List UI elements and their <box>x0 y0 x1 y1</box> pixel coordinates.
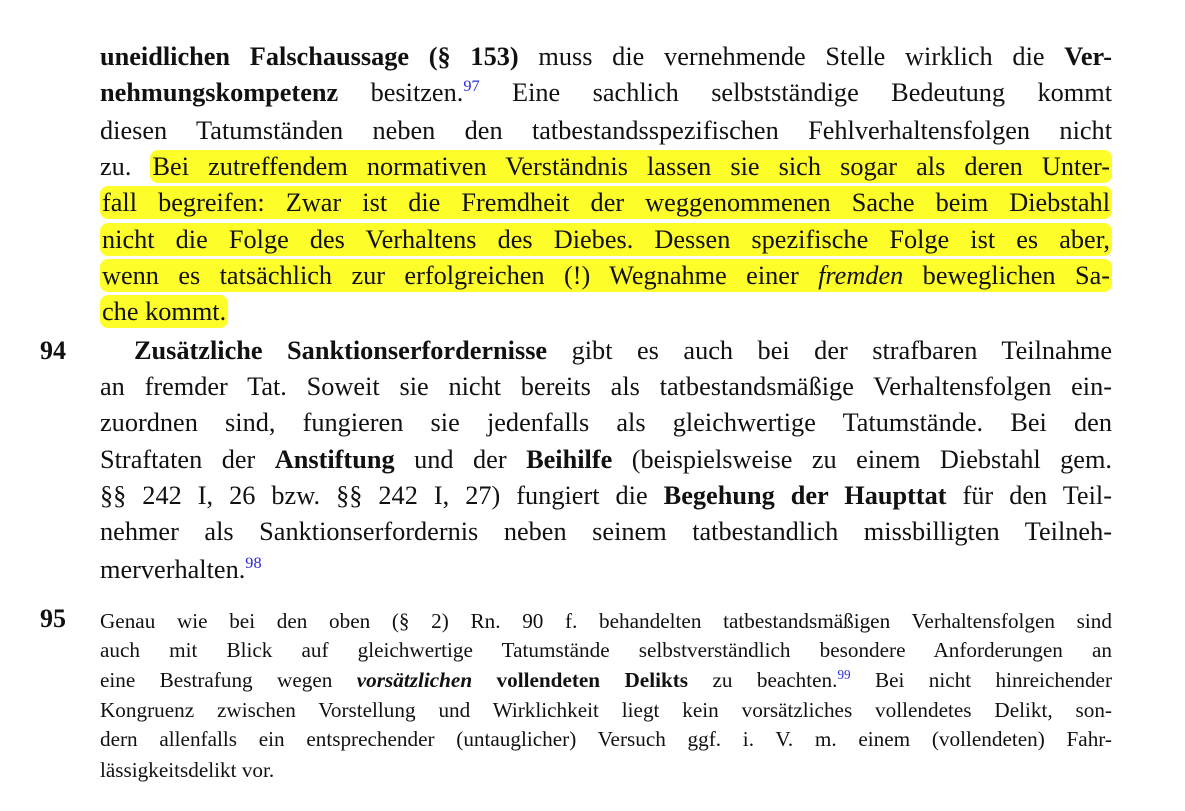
margin-number: 95 <box>40 604 66 633</box>
text-line: diesen Tatumständen neben den tatbestandsspezifischen Fehlverhaltensfolgen nicht <box>100 116 1112 145</box>
highlighted-text: fall begreifen: Zwar ist die Fremdheit der weggenommenen Sache beim Diebstahl <box>102 188 1110 217</box>
highlighted-text: che kommt. <box>102 297 227 326</box>
text-line: §§ 242 I, 26 bzw. §§ 242 I, 27) fungiert die Begehung der Haupttat für den Teil- <box>100 481 1112 510</box>
text-line: uneidlichen Falschaussage (§ 153) muss die vernehmende Stelle wirklich die Ver- <box>100 42 1112 71</box>
text-line: eine Bestrafung wegen vorsätzlichen vollendeten Delikts zu beachten.$^{99}$ Bei nicht hinreichender <box>100 667 1112 692</box>
highlighted-text: wenn es tatsächlich zur erfolgreichen (!) Wegnahme einer fremden beweglichen Sa- <box>102 261 1110 290</box>
text-line: Genau wie bei den oben (§ 2) Rn. 90 f. behandelten tatbestandsmäßigen Verhaltensfolgen sind <box>100 609 1112 633</box>
text-line: zuordnen sind, fungieren sie jedenfalls als gleichwertige Tatumstände. Bei den <box>100 408 1112 437</box>
text-line: dern allenfalls ein entsprechender (untauglicher) Versuch ggf. i. V. m. einem (vollendeten) Fahr- <box>100 727 1112 751</box>
text-line: Straftaten der Anstiftung und der Beihilfe (beispielsweise zu einem Diebstahl gem. <box>100 445 1113 474</box>
footnote-ref-99[interactable]: 99 <box>837 667 851 683</box>
text-line: lässigkeitsdelikt vor. <box>100 758 275 782</box>
highlighted-text: Bei zutreffendem normativen Verständnis lassen sie sich sogar als deren Unter- <box>152 152 1111 181</box>
footnote-ref-97[interactable]: 97 <box>463 76 480 96</box>
text-line: merverhalten.$^{98}$ <box>100 553 262 584</box>
text-line: zu. Bei zutreffendem normativen Verständnis lassen sie sich sogar als deren Unter- <box>100 152 1111 181</box>
text-line: nehmer als Sanktionserfordernis neben seinem tatbestandlich missbilligten Teilneh- <box>100 517 1112 546</box>
text-line: an fremder Tat. Soweit sie nicht bereits als tatbestandsmäßige Verhaltensfolgen ein- <box>100 372 1112 401</box>
text-line: auch mit Blick auf gleichwertige Tatumstände selbstverständlich besondere Anforderungen an <box>100 638 1112 662</box>
footnote-ref-98[interactable]: 98 <box>245 553 262 573</box>
text-line: Zusätzliche Sanktionserfordernisse gibt es auch bei der strafbaren Teilnahme <box>134 336 1112 365</box>
text-line: nehmungskompetenz besitzen.$^{97}$ Eine sachlich selbstständige Bedeutung kommt <box>100 76 1113 107</box>
text-line <box>100 221 1112 259</box>
margin-number: 94 <box>40 336 66 365</box>
text-line: Kongruenz zwischen Vorstellung und Wirklichkeit liegt kein vorsätzliches vollendetes Delikt, son- <box>100 698 1112 722</box>
highlighted-text: nicht die Folge des Verhaltens des Diebes. Dessen spezifische Folge ist es aber, <box>102 225 1110 254</box>
text-line <box>100 184 1112 222</box>
text-line <box>100 257 1112 295</box>
text-line <box>100 293 1112 331</box>
